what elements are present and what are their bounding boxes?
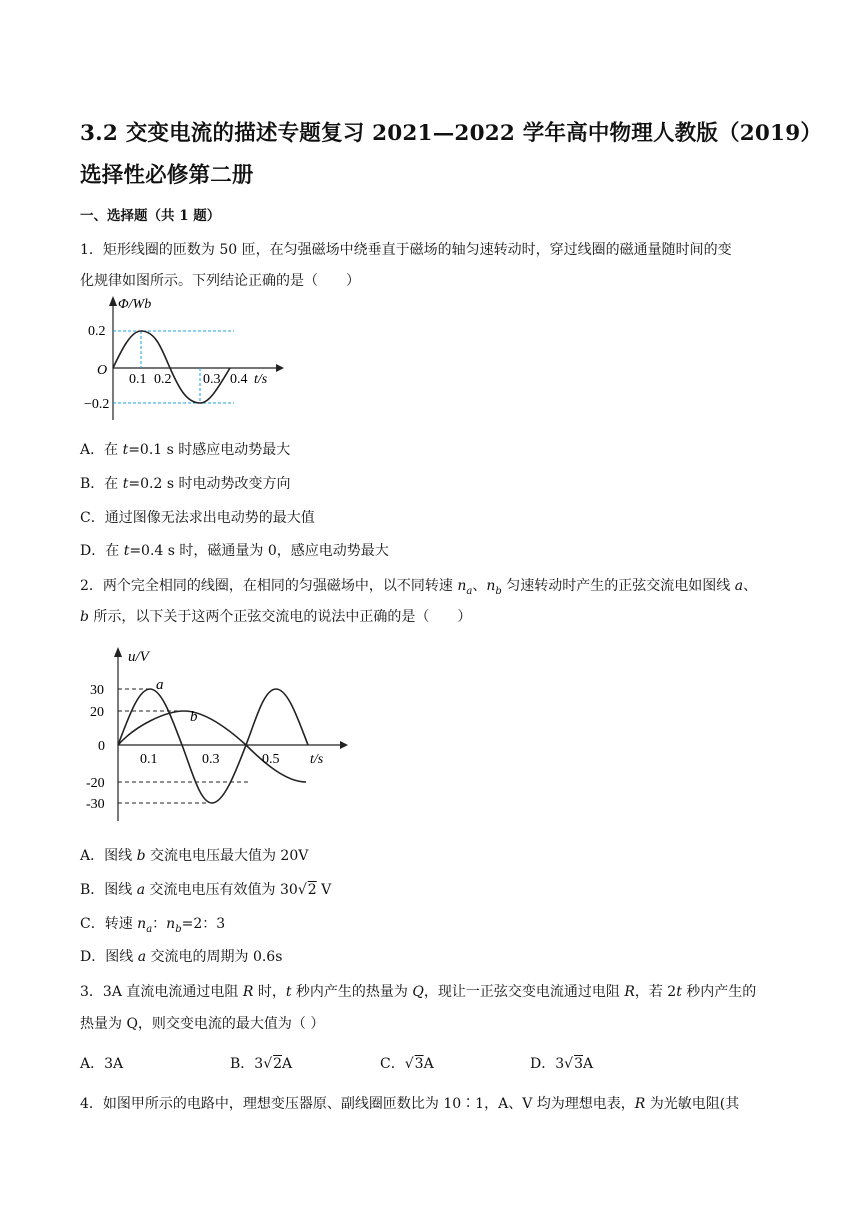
q1-x-tick: 0.2 xyxy=(154,372,172,387)
q1-y-tick: 0.2 xyxy=(88,324,106,339)
sqrt-symbol: √ xyxy=(564,1056,574,1072)
q2-option-b[interactable]: B．图线 a 交流电电压有效值为 30√2 V xyxy=(80,882,332,898)
q2-y-label: u/V xyxy=(128,649,149,665)
q1-origin: O xyxy=(97,363,108,378)
q1-option-c[interactable]: C．通过图像无法求出电动势的最大值 xyxy=(80,510,315,526)
q3-option-a[interactable]: A．3A xyxy=(80,1056,124,1072)
q1-x-label: t/s xyxy=(254,372,268,387)
q1-y-label: Φ/Wb xyxy=(118,297,152,312)
q1-option-a[interactable]: A．在 t=0.1 s 时感应电动势最大 xyxy=(80,442,291,458)
q1-x-tick: 0.3 xyxy=(203,372,221,387)
q1-stem-line2: 化规律如图所示。下列结论正确的是（ ） xyxy=(80,273,360,289)
q2-stem-line1: 2．两个完全相同的线圈，在相同的匀强磁场中，以不同转速 $n_a$、$n_b$ 匀速转动时产生的正弦交流电如图线 a、 xyxy=(80,578,758,597)
q2-option-d[interactable]: D．图线 a 交流电的周期为 0.6s xyxy=(80,949,283,965)
q1-option-b[interactable]: B．在 t=0.2 s 时电动势改变方向 xyxy=(80,476,291,492)
q2-voltage-graph xyxy=(84,643,352,825)
q2-y-tick: 0 xyxy=(98,739,105,754)
q1-flux-graph xyxy=(84,292,284,424)
q2-curve-a-label: a xyxy=(156,677,164,693)
sqrt-symbol: √ xyxy=(404,1056,414,1072)
q2-option-c[interactable]: C．转速 $n_a$：$n_b=2$：3 xyxy=(80,916,226,935)
q3-stem-line1: 3．3A 直流电流通过电阻 R 时，t 秒内产生的热量为 Q，现让一正弦交变电流通过电阻 R，若 2t 秒内产生的 xyxy=(80,984,757,1000)
q3-option-b[interactable]: B．3√2A xyxy=(230,1056,293,1072)
q2-y-tick: 20 xyxy=(90,705,104,720)
sqrt-symbol: √ xyxy=(297,882,307,898)
q2-x-label: t/s xyxy=(310,752,324,767)
q1-x-tick: 0.4 xyxy=(230,372,248,387)
q3-stem-line2: 热量为 Q，则交变电流的最大值为（ ） xyxy=(80,1016,325,1032)
doc-title-line2: 选择性必修第二册 xyxy=(80,163,254,188)
section-heading: 一、选择题（共 1 题） xyxy=(80,208,221,224)
q2-curve-b-label: b xyxy=(190,709,198,725)
q2-stem-line2: b 所示，以下关于这两个正弦交流电的说法中正确的是（ ） xyxy=(80,609,472,625)
sqrt-symbol: √ xyxy=(263,1056,273,1072)
q4-stem-line1: 4．如图甲所示的电路中，理想变压器原、副线圈匝数比为 10∶1，A、V 均为理想电表，R 为光敏电阻(其 xyxy=(80,1096,740,1112)
q3-option-d[interactable]: D．3√3A xyxy=(530,1056,594,1072)
q2-y-tick: -30 xyxy=(86,797,105,812)
q2-y-tick: -20 xyxy=(86,776,105,791)
doc-title-line1: 3.2 交变电流的描述专题复习 2021—2022 学年高中物理人教版（2019） xyxy=(80,121,823,146)
q1-x-tick: 0.1 xyxy=(129,372,147,387)
q2-y-tick: 30 xyxy=(90,683,104,698)
q2-x-tick: 0.5 xyxy=(262,752,280,767)
q1-stem-line1: 1．矩形线圈的匝数为 50 匝，在匀强磁场中绕垂直于磁场的轴匀速转动时，穿过线圈的磁通量随时间的变 xyxy=(80,242,732,258)
q2-x-tick: 0.1 xyxy=(140,752,158,767)
q2-option-a[interactable]: A．图线 b 交流电电压最大值为 20V xyxy=(80,848,309,864)
q1-option-d[interactable]: D．在 t=0.4 s 时，磁通量为 0，感应电动势最大 xyxy=(80,543,389,559)
q1-y-tick: −0.2 xyxy=(84,397,110,412)
q2-x-tick: 0.3 xyxy=(202,752,220,767)
q3-option-c[interactable]: C．√3A xyxy=(380,1056,434,1072)
